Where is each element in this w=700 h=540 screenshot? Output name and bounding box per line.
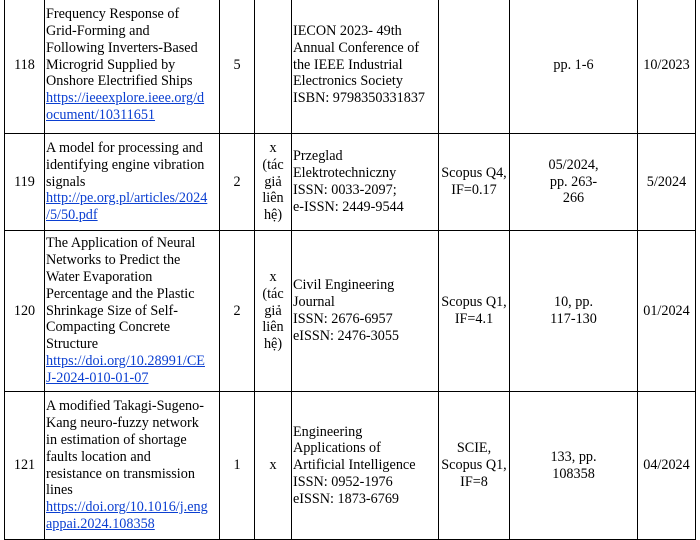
article-link[interactable]: /5/50.pdf — [46, 207, 98, 224]
title-line: Water Evaporation — [46, 269, 153, 285]
pages-line: 266 — [562, 190, 585, 207]
corr-line: (tác — [262, 156, 284, 173]
journal-line: Przeglad — [293, 148, 343, 165]
journal-line: Applications of — [293, 440, 381, 457]
author-count: 2 — [220, 134, 255, 231]
row-number: 121 — [5, 392, 45, 540]
title-line: Structure — [46, 336, 99, 353]
title-line: A model for processing and — [46, 140, 203, 156]
journal-line: ISSN: 0033-2097; — [293, 182, 397, 198]
title-line: Following Inverters-Based — [46, 39, 198, 56]
corr-line: (tác — [262, 285, 284, 302]
journal-line: Engineering — [293, 423, 363, 440]
title-line: faults location and — [46, 448, 151, 465]
table-row — [5, 231, 696, 392]
journal-line: ISSN: 2676-6957 — [293, 311, 393, 327]
author-count: 2 — [220, 231, 255, 392]
index-info — [439, 0, 510, 134]
corr-line: hệ) — [263, 336, 283, 353]
table-row — [5, 0, 696, 134]
journal-info — [292, 134, 439, 231]
row-number: 118 — [5, 0, 45, 134]
corr-line: liên — [262, 319, 284, 336]
title-line: Compacting Concrete — [46, 319, 171, 336]
article-title — [45, 392, 220, 540]
corresponding-author — [255, 392, 292, 540]
corr-line: x — [269, 457, 277, 474]
pages-info — [510, 0, 638, 134]
pages-line: pp. 1-6 — [553, 56, 594, 73]
journal-line: Civil Engineering — [293, 277, 395, 294]
journal-info — [292, 392, 439, 540]
title-line: The Application of Neural — [46, 235, 196, 252]
index-line: IF=8 — [460, 473, 488, 490]
pages-info — [510, 392, 638, 540]
index-line: Scopus Q1, — [441, 294, 507, 311]
journal-line: e-ISSN: 2449-9544 — [293, 198, 404, 215]
article-link[interactable]: ocument/10311651 — [46, 106, 156, 123]
index-info — [439, 134, 510, 231]
title-line: lines — [46, 482, 73, 499]
journal-line: Elektrotechniczny — [293, 165, 397, 182]
title-line: Shrinkage Size of Self- — [46, 302, 178, 319]
article-title — [45, 231, 220, 392]
article-title — [45, 0, 220, 134]
index-line: IF=4.1 — [454, 311, 494, 327]
corr-line: hệ) — [263, 207, 283, 224]
title-line: A modified Takagi-Sugeno- — [46, 398, 204, 415]
publish-date: 5/2024 — [638, 134, 696, 231]
corresponding-author — [255, 0, 292, 134]
publish-date: 04/2024 — [638, 392, 696, 540]
journal-line: ISBN: 9798350331837 — [293, 90, 426, 107]
index-line: IF=0.17 — [451, 182, 497, 198]
pages-line: 10, pp. — [553, 294, 593, 311]
journal-line: Journal — [293, 294, 335, 311]
corr-line: x — [269, 269, 277, 285]
title-line: Onshore Electrified Ships — [46, 73, 193, 90]
table-row — [5, 392, 696, 540]
pages-line: 117-130 — [550, 311, 597, 327]
title-line: Frequency Response of — [46, 6, 180, 23]
journal-info — [292, 231, 439, 392]
corresponding-author — [255, 134, 292, 231]
journal-line: the IEEE Industrial — [293, 56, 403, 73]
corr-line: x — [269, 140, 277, 156]
row-number: 119 — [5, 134, 45, 231]
journal-line: eISSN: 1873-6769 — [293, 490, 400, 507]
article-link[interactable]: https://doi.org/10.1016/j.eng — [46, 499, 208, 516]
article-link[interactable]: https://ieeexplore.ieee.org/d — [46, 90, 205, 107]
journal-line: IECON 2023- 49th — [293, 23, 402, 39]
pages-line: pp. 263- — [549, 173, 598, 190]
title-line: Grid-Forming and — [46, 23, 150, 39]
index-info — [439, 392, 510, 540]
publish-date: 10/2023 — [638, 0, 696, 134]
row-number: 120 — [5, 231, 45, 392]
publications-table — [4, 0, 696, 540]
article-link[interactable]: http://pe.org.pl/articles/2024 — [46, 190, 208, 207]
title-line: signals — [46, 173, 86, 190]
journal-line: Annual Conference of — [293, 39, 420, 56]
corr-line: giả — [264, 173, 282, 190]
title-line: Microgrid Supplied by — [46, 56, 176, 73]
pages-line: 133, pp. — [550, 448, 597, 465]
journal-info — [292, 0, 439, 134]
title-line: resistance on transmission — [46, 465, 195, 482]
pages-info — [510, 231, 638, 392]
index-line: Scopus Q1, — [441, 457, 507, 474]
author-count: 5 — [220, 0, 255, 134]
title-line: Percentage and the Plastic — [46, 285, 195, 302]
journal-line: Artificial Intelligence — [293, 457, 416, 474]
pages-info — [510, 134, 638, 231]
author-count: 1 — [220, 392, 255, 540]
journal-line: ISSN: 0952-1976 — [293, 473, 393, 490]
corresponding-author — [255, 231, 292, 392]
corr-line: giả — [264, 302, 282, 319]
table-row — [5, 134, 696, 231]
article-link[interactable]: J-2024-010-01-07 — [46, 369, 149, 386]
index-line: SCIE, — [456, 440, 492, 457]
title-line: in estimation of shortage — [46, 431, 187, 448]
journal-line: eISSN: 2476-3055 — [293, 327, 400, 344]
title-line: Kang neuro-fuzzy network — [46, 415, 199, 432]
index-info — [439, 231, 510, 392]
corr-line: liên — [262, 190, 284, 207]
title-line: identifying engine vibration — [46, 156, 205, 173]
article-link[interactable]: https://doi.org/10.28991/CE — [46, 352, 205, 369]
title-line: Networks to Predict the — [46, 252, 181, 269]
index-line: Scopus Q4, — [441, 165, 507, 182]
pages-line: 108358 — [552, 465, 595, 482]
journal-line: Electronics Society — [293, 73, 403, 90]
article-link[interactable]: appai.2024.108358 — [46, 515, 155, 532]
article-title — [45, 134, 220, 231]
pages-line: 05/2024, — [548, 156, 599, 173]
publish-date: 01/2024 — [638, 231, 696, 392]
